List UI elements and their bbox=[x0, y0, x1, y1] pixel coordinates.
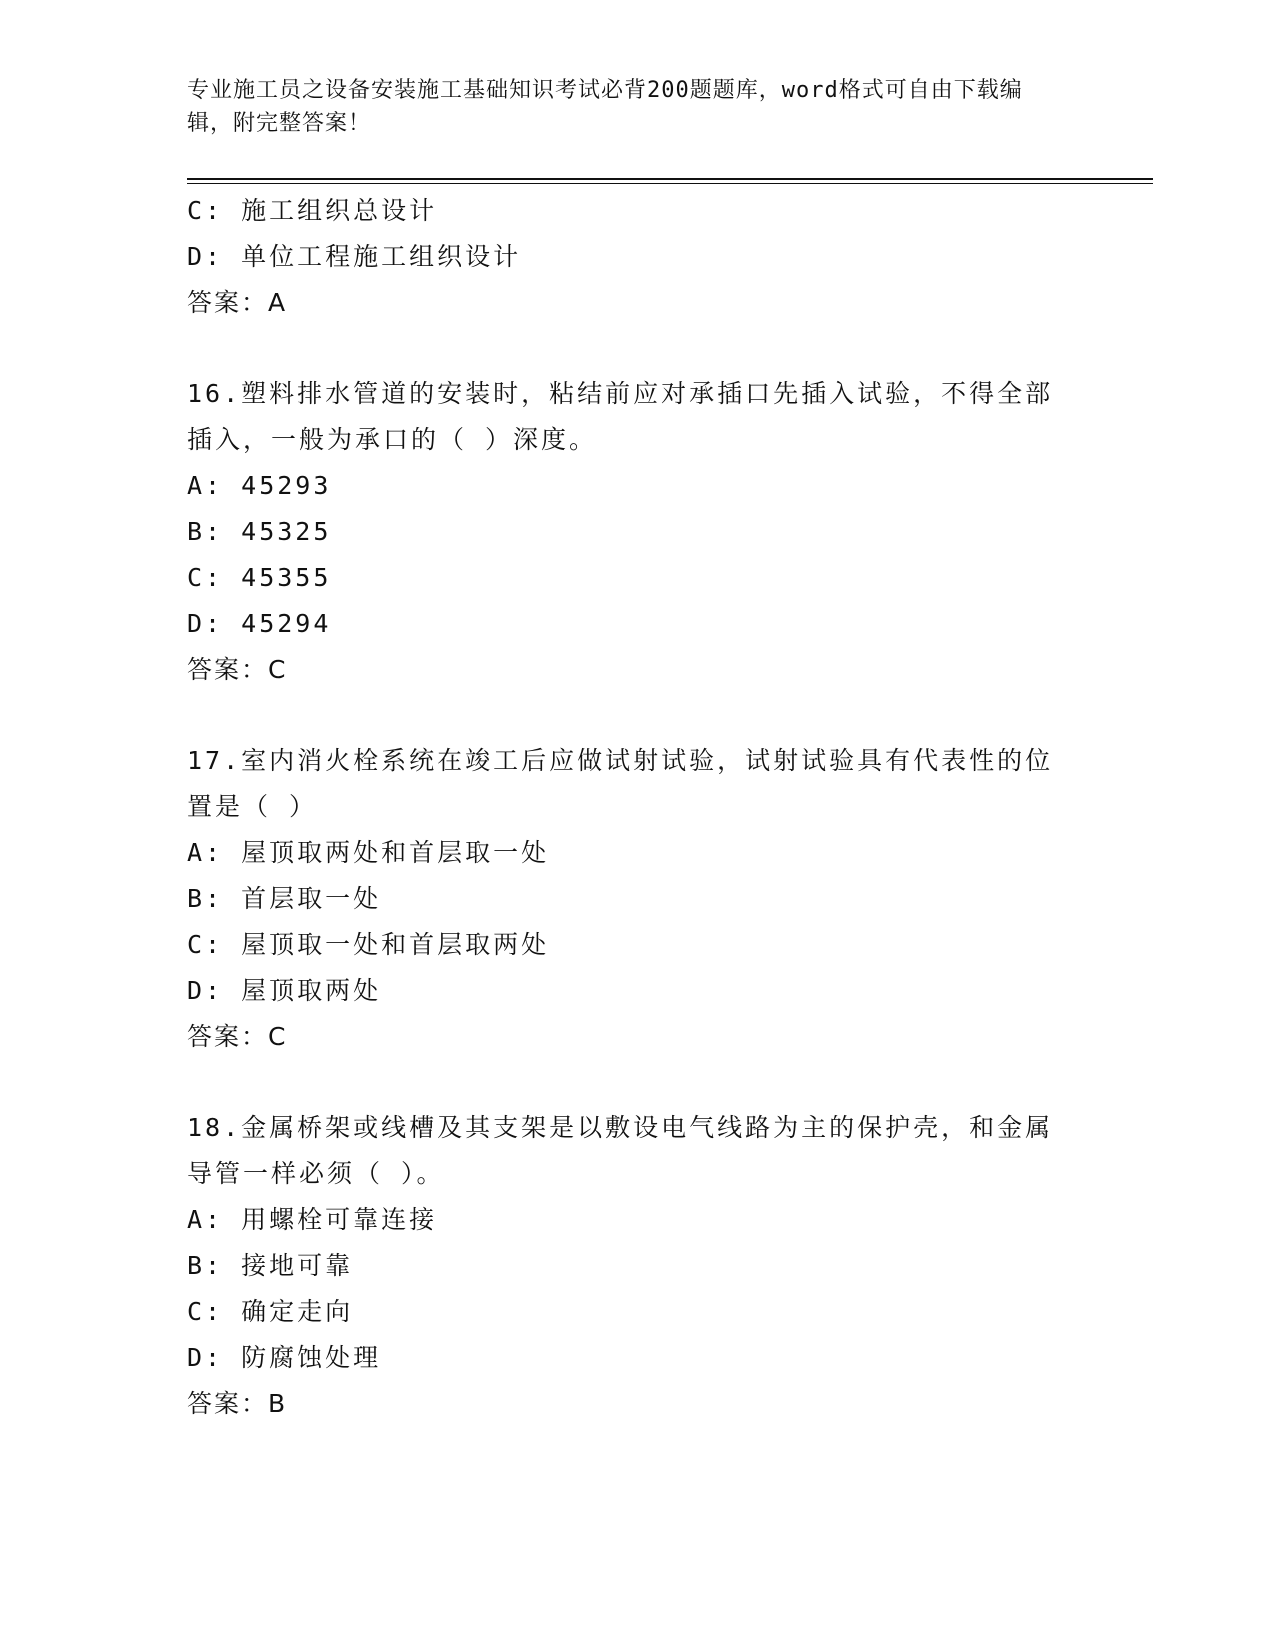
answer-line: 答案：A bbox=[187, 288, 288, 317]
question-18-stem: 18.金属桥架或线槽及其支架是以敷设电气线路为主的保护壳，和金属导管一样必须（ ）。 bbox=[187, 1113, 1054, 1188]
option-b: B: 接地可靠 bbox=[187, 1251, 354, 1280]
question-16-block bbox=[187, 371, 1067, 693]
option-c: C: 施工组织总设计 bbox=[187, 196, 438, 225]
option-c: C: 45355 bbox=[187, 563, 332, 592]
header-rule-thick bbox=[187, 178, 1153, 180]
option-d: D: 45294 bbox=[187, 609, 332, 638]
option-d: D: 单位工程施工组织设计 bbox=[187, 242, 522, 271]
spacer bbox=[187, 326, 1067, 371]
question-17-stem: 17.室内消火栓系统在竣工后应做试射试验，试射试验具有代表性的位置是（ ） bbox=[187, 746, 1054, 821]
spacer bbox=[187, 1060, 1067, 1105]
option-c: C: 屋顶取一处和首层取两处 bbox=[187, 930, 550, 959]
option-a: A: 45293 bbox=[187, 471, 332, 500]
document-header: 专业施工员之设备安装施工基础知识考试必背200题题库，word格式可自由下载编辑，附完整答案！ bbox=[187, 78, 1023, 136]
option-a: A: 屋顶取两处和首层取一处 bbox=[187, 838, 550, 867]
question-18-block bbox=[187, 1105, 1067, 1427]
question-17-block bbox=[187, 738, 1067, 1060]
answer-line: 答案：C bbox=[187, 655, 288, 684]
question-16-stem: 16.塑料排水管道的安装时，粘结前应对承插口先插入试验，不得全部插入，一般为承口的（ ）深度。 bbox=[187, 379, 1054, 454]
answer-line: 答案：C bbox=[187, 1022, 288, 1051]
option-b: B: 45325 bbox=[187, 517, 332, 546]
answer-line: 答案：B bbox=[187, 1389, 288, 1418]
option-d: D: 防腐蚀处理 bbox=[187, 1343, 382, 1372]
option-a: A: 用螺栓可靠连接 bbox=[187, 1205, 438, 1234]
question-content bbox=[187, 188, 1067, 1427]
spacer bbox=[187, 693, 1067, 738]
option-b: B: 首层取一处 bbox=[187, 884, 382, 913]
option-d: D: 屋顶取两处 bbox=[187, 976, 382, 1005]
header-rule-thin bbox=[187, 183, 1153, 184]
option-c: C: 确定走向 bbox=[187, 1297, 354, 1326]
carryover-question-block bbox=[187, 188, 1067, 326]
